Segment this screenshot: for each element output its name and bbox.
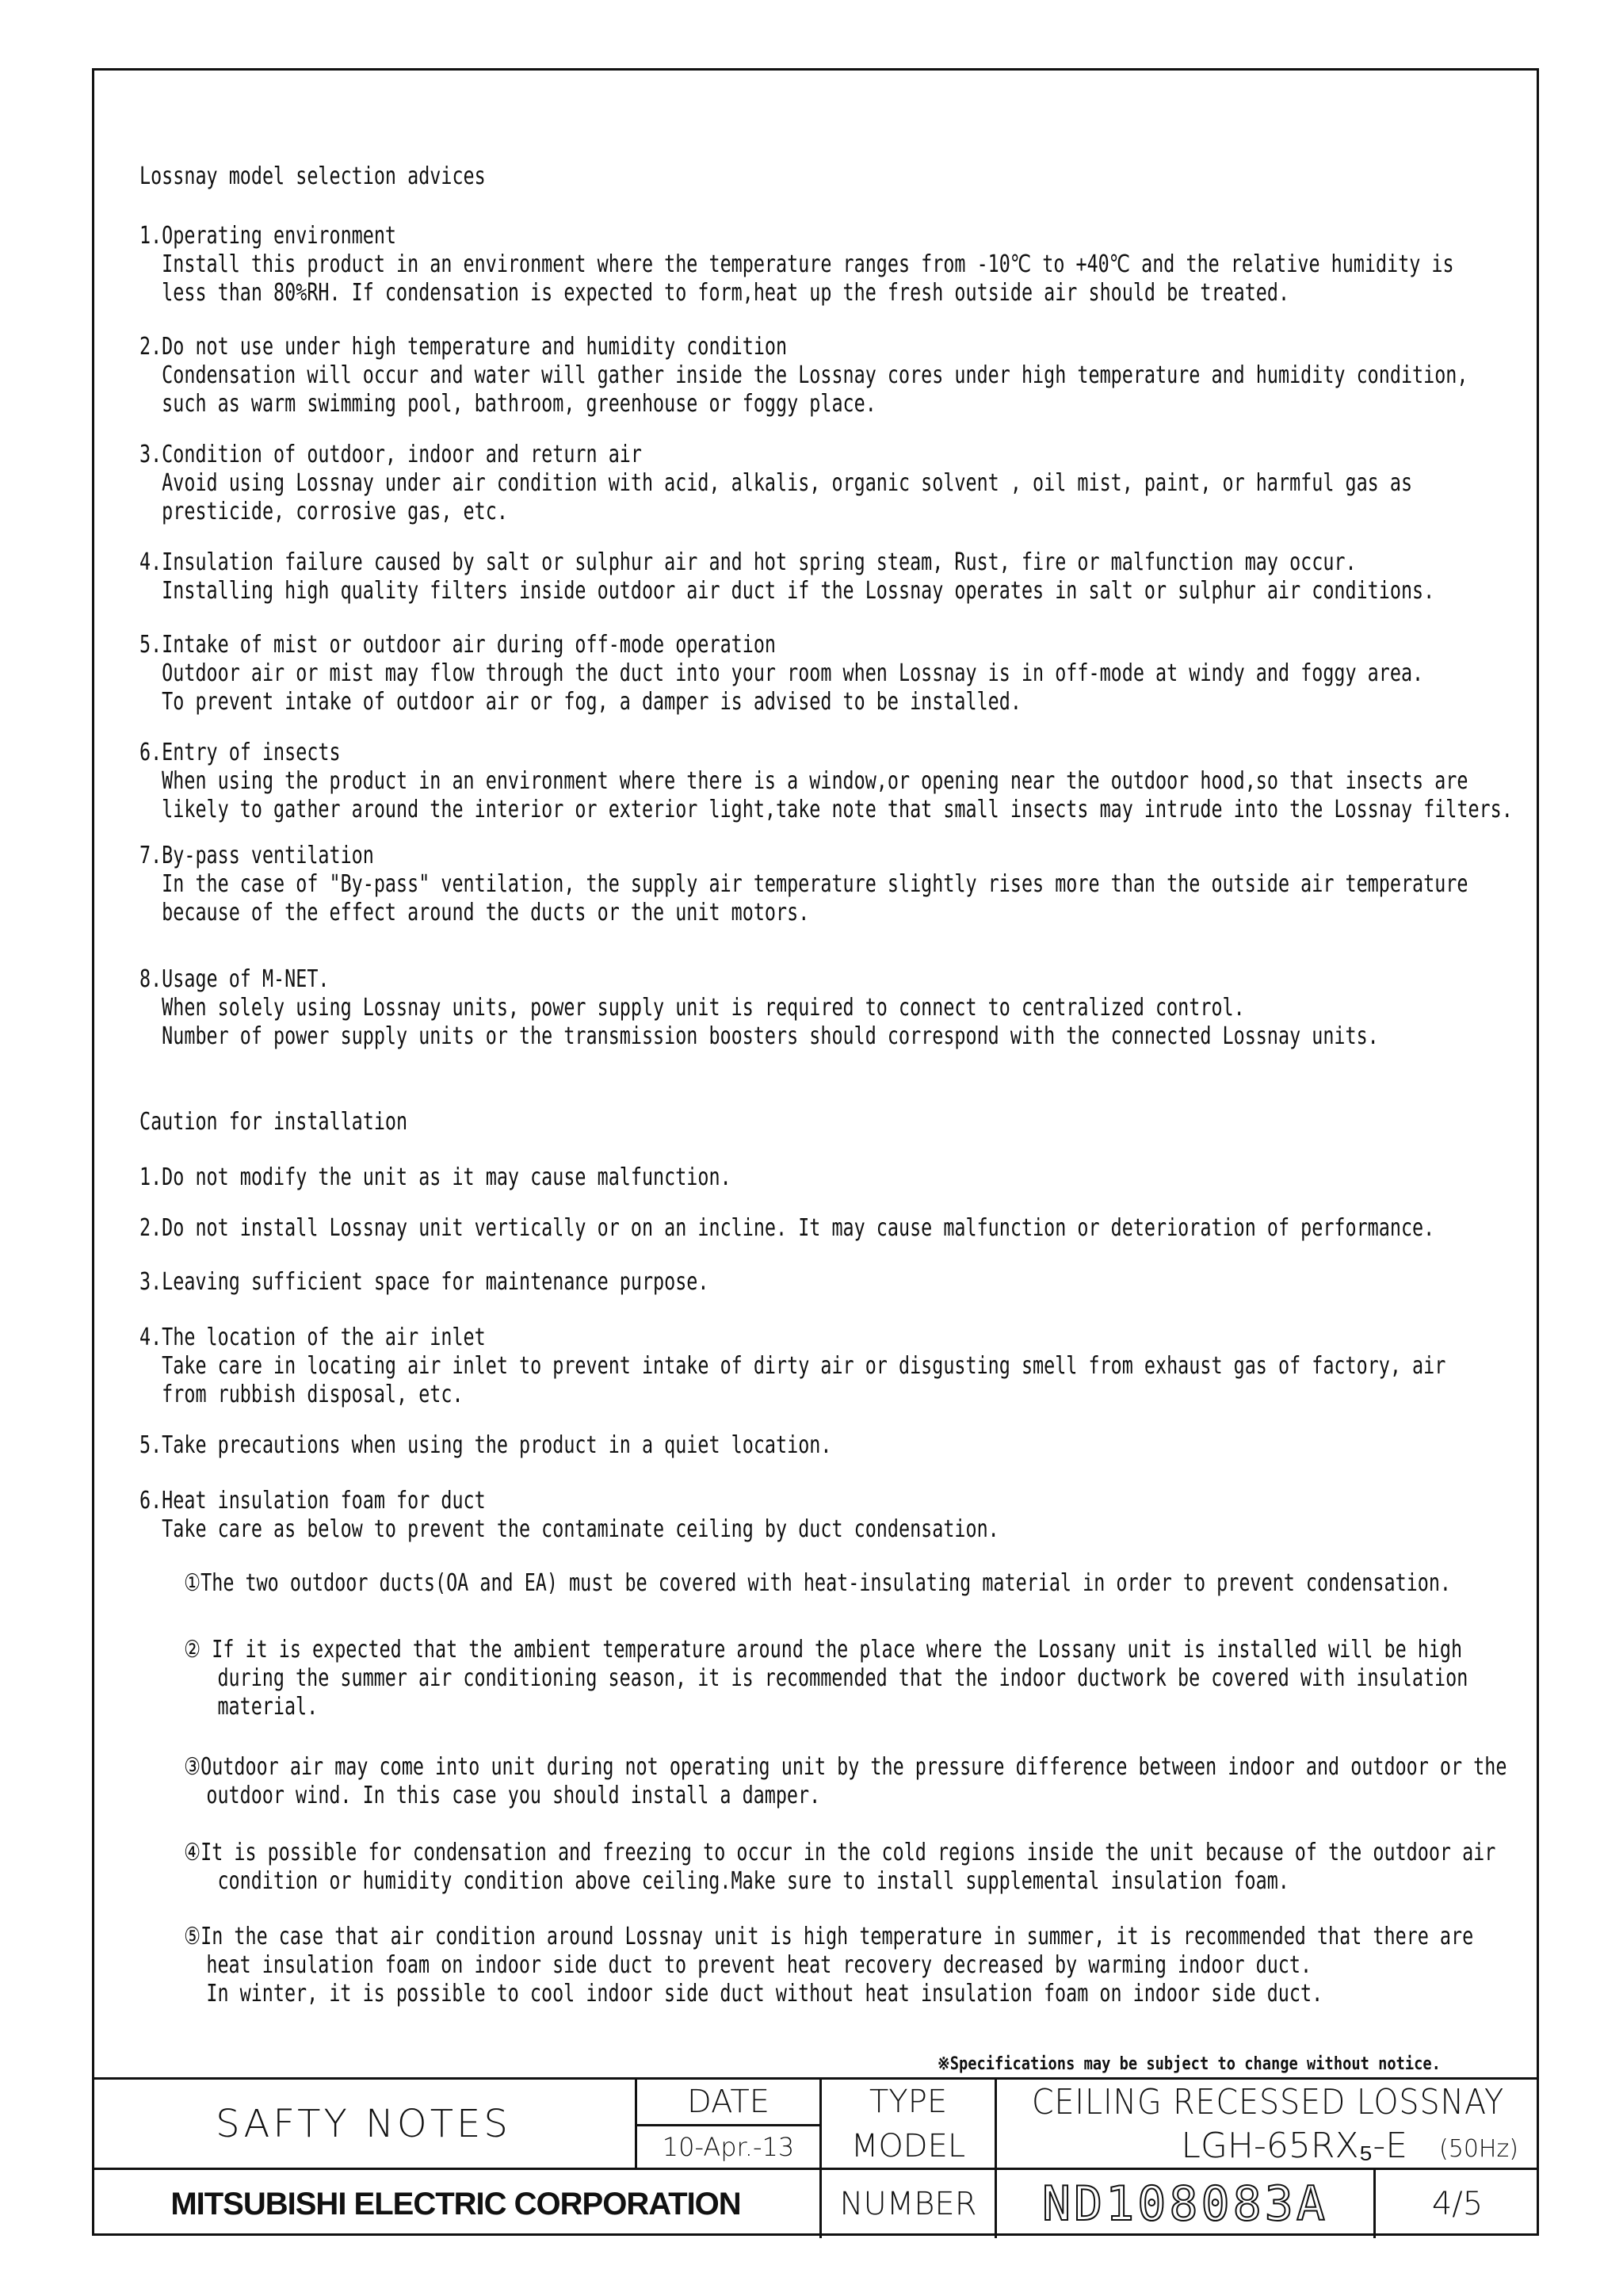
caution-item-line: outdoor wind. In this case you should install a damper. — [162, 1782, 821, 1809]
company-name: MITSUBISHI ELECTRIC CORPORATION — [170, 2186, 741, 2222]
advice-item-line: 2.Do not use under high temperature and humidity condition — [139, 333, 788, 361]
caution-item-line: 1.Do not modify the unit as it may cause malfunction. — [139, 1163, 731, 1191]
caution-item-line: 2.Do not install Lossnay unit vertically or on an incline. It may cause malfunction or deterioration of performance. — [139, 1214, 1435, 1242]
caution-heading: Caution for installation — [139, 1108, 408, 1136]
product-name: CEILING RECESSED LOSSNAY — [1031, 2081, 1505, 2122]
advice-item-line: 4.Insulation failure caused by salt or sulphur air and hot spring steam, Rust, fire or malfunction may occur. — [139, 548, 1357, 576]
date-value: 10-Apr.-13 — [662, 2132, 795, 2162]
advice-item-line: To prevent intake of outdoor air or fog, a damper is advised to be installed. — [139, 688, 1022, 716]
caution-item — [139, 1214, 1518, 1243]
caution-item-line: 5.Take precautions when using the product in a quiet location. — [139, 1431, 832, 1459]
advice-item-line: less than 80%RH. If condensation is expected to form,heat up the fresh outside air should be treated. — [139, 279, 1290, 307]
caution-item-line: 4.The location of the air inlet — [139, 1324, 486, 1351]
advice-item-line: presticide, corrosive gas, etc. — [139, 498, 508, 525]
advice-item-line: 3.Condition of outdoor, indoor and return air — [139, 441, 642, 468]
number-label: NUMBER — [839, 2186, 977, 2222]
caution-item-line: ④It is possible for condensation and freezing to occur in the cold regions inside the unit because of the outdoor air — [162, 1839, 1496, 1866]
caution-item-line: ⑤In the case that air condition around Lossnay unit is high temperature in summer, it is recommended that there are — [162, 1923, 1474, 1950]
caution-item — [139, 1431, 1518, 1460]
advice-item-line: 1.Operating environment — [139, 222, 397, 250]
model-label: MODEL — [850, 2127, 966, 2164]
caution-item — [139, 1268, 1518, 1297]
specification-footnote: ※Specifications may be subject to change without notice. — [938, 2054, 1441, 2074]
sheet-number: 4/5 — [1431, 2186, 1484, 2222]
advice-item — [139, 631, 1518, 716]
caution-item-line: ①The two outdoor ducts(OA and EA) must be covered with heat-insulating material in order to prevent condensation. — [162, 1569, 1452, 1597]
advice-item — [139, 739, 1518, 824]
advice-item-line: Avoid using Lossnay under air condition with acid, alkalis, organic solvent , oil mist, paint, or harmful gas as — [139, 469, 1413, 497]
advice-item — [139, 548, 1518, 606]
advice-item-line: 7.By-pass ventilation — [139, 842, 374, 869]
caution-item — [139, 1487, 1518, 1544]
advice-item-line: Install this product in an environment where the temperature ranges from -10℃ to +40℃ and the relative humidity is — [139, 250, 1454, 278]
advice-item — [139, 441, 1518, 526]
advice-item-line: such as warm swimming pool, bathroom, greenhouse or foggy place. — [139, 390, 876, 418]
caution-item-line: condition or humidity condition above ceiling.Make sure to install supplemental insulation foam. — [162, 1867, 1289, 1895]
caution-item — [139, 1324, 1518, 1409]
caution-item — [139, 1163, 1518, 1192]
title-block — [92, 2077, 1539, 2236]
advice-item-line: In the case of "By-pass" ventilation, the supply air temperature slightly rises more than the outside air temperature — [139, 870, 1468, 898]
advice-item — [139, 842, 1518, 927]
caution-item-line: during the summer air conditioning season, it is recommended that the indoor ductwork be covered with insulation — [162, 1664, 1468, 1692]
caution-item — [162, 1569, 1541, 1598]
advice-item-line: likely to gather around the interior or exterior light,take note that small insects may intrude into the Lossnay filters. — [139, 796, 1513, 823]
caution-item-line: material. — [162, 1693, 319, 1721]
caution-item — [162, 1923, 1541, 2008]
caution-item — [162, 1636, 1541, 1721]
advice-item-line: 8.Usage of M-NET. — [139, 965, 330, 993]
caution-item-line: Take care as below to prevent the contaminate ceiling by duct condensation. — [139, 1515, 999, 1543]
notes-content — [139, 162, 1518, 191]
caution-item-line: from rubbish disposal, etc. — [139, 1381, 464, 1408]
advice-item-line: Number of power supply units or the transmission boosters should correspond with the connected Lossnay units. — [139, 1022, 1379, 1050]
advice-item-line: Condensation will occur and water will gather inside the Lossnay cores under high temperature and humidity condition, — [139, 361, 1468, 389]
drawing-number: ND108083A — [1041, 2176, 1329, 2232]
advice-item — [139, 222, 1518, 308]
document-title: SAFTY NOTES — [216, 2101, 511, 2146]
frequency: (50Hz) — [1439, 2134, 1518, 2163]
caution-item-line: 6.Heat insulation foam for duct — [139, 1487, 486, 1515]
advice-item-line: Outdoor air or mist may flow through the duct into your room when Lossnay is in off-mode at windy and foggy area. — [139, 659, 1424, 687]
advice-item — [139, 965, 1518, 1051]
caution-item-line: 3.Leaving sufficient space for maintenance purpose. — [139, 1268, 709, 1296]
caution-item — [162, 1753, 1541, 1810]
caution-item-line: Take care in locating air inlet to prevent intake of dirty air or disgusting smell from exhaust gas of factory, air — [139, 1352, 1446, 1380]
advice-item-line: When using the product in an environment where there is a window,or opening near the outdoor hood,so that insects are — [139, 767, 1468, 795]
type-label: TYPE — [869, 2084, 948, 2120]
advice-item-line: 5.Intake of mist or outdoor air during off-mode operation — [139, 631, 777, 659]
caution-item-line: In winter, it is possible to cool indoor side duct without heat insulation foam on indoor side duct. — [162, 1980, 1323, 2008]
advice-item-line: When solely using Lossnay units, power supply unit is required to connect to centralized control. — [139, 994, 1245, 1022]
advice-item-line: Installing high quality filters inside outdoor air duct if the Lossnay operates in salt or sulphur air conditions. — [139, 577, 1435, 605]
caution-item-line: heat insulation foam on indoor side duct to prevent heat recovery decreased by warming indoor duct. — [162, 1951, 1312, 1979]
advice-heading: Lossnay model selection advices — [139, 162, 486, 190]
date-label: DATE — [686, 2084, 770, 2120]
caution-item-line: ③Outdoor air may come into unit during not operating unit by the pressure difference between indoor and outdoor or the — [162, 1753, 1507, 1781]
caution-item — [162, 1839, 1541, 1896]
advice-item — [139, 333, 1518, 418]
advice-item-line: 6.Entry of insects — [139, 739, 341, 766]
advice-item-line: because of the effect around the ducts or the unit motors. — [139, 899, 810, 926]
caution-item-line: ② If it is expected that the ambient temperature around the place where the Lossany unit is installed will be high — [162, 1636, 1463, 1664]
model-number: LGH-65RX₅-E — [1181, 2126, 1407, 2166]
